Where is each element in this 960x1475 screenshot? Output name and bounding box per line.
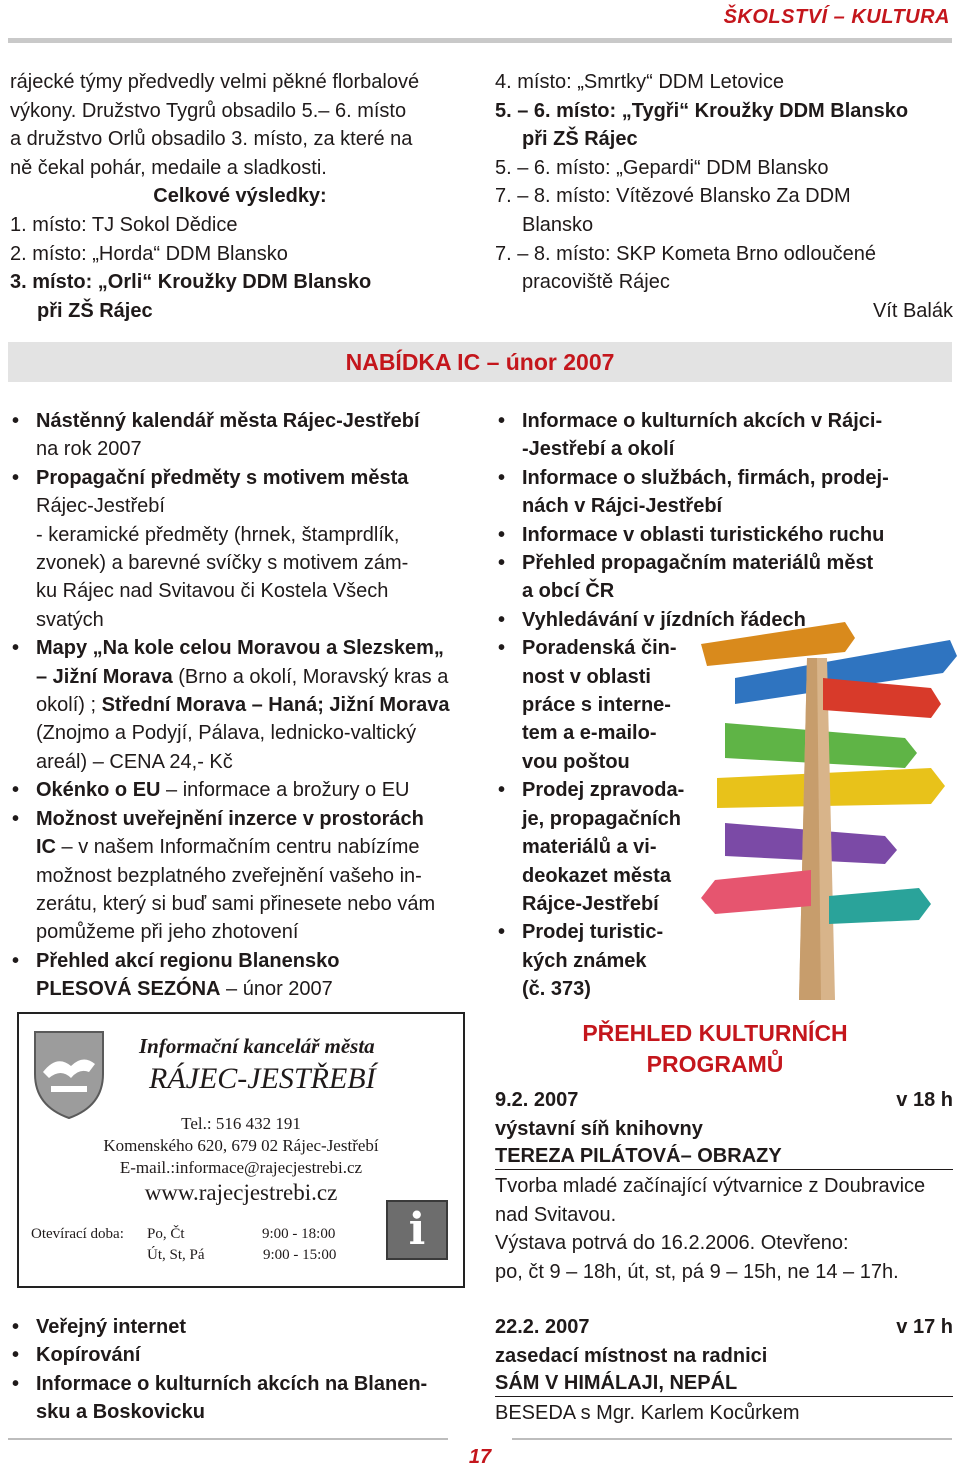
result-2: 2. místo: „Horda“ DDM Blansko bbox=[10, 242, 288, 265]
header-rule bbox=[8, 38, 952, 43]
article-line: a družstvo Orlů obsadilo 3. místo, za které na bbox=[10, 128, 413, 151]
event-desc: nad Svitavou. bbox=[495, 1203, 617, 1226]
signpost-illustration bbox=[695, 618, 960, 1000]
list-item: • Přehled propagačním materiálů měst a obcí ČR bbox=[498, 552, 874, 603]
section-label: ŠKOLSTVÍ – KULTURA bbox=[723, 6, 950, 28]
info-sign-icon: i bbox=[386, 1200, 448, 1260]
program-event-1 bbox=[495, 1086, 953, 1287]
list-item: • Propagační předměty s motivem města Rájec-Jestřebí - keramické předměty (hrnek, štamprdlík, zvonek) a barevné svíčky s motivem zám- ku Rájec nad Svitavou či Kostela Všech svatých bbox=[12, 466, 409, 631]
list-item: • Okénko o EU – informace a brožury o EU bbox=[12, 779, 410, 802]
florbal-article-right bbox=[495, 68, 953, 325]
result-7: 7. – 8. místo: Vítězové Blansko Za DDM bbox=[495, 185, 851, 208]
programs-title-line1: PŘEHLED KULTURNÍCH bbox=[582, 1020, 848, 1046]
list-item: • Mapy „Na kole celou Moravou a Slezskem„ – Jižní Morava (Brno a okolí, Moravský kras a okolí) ; Střední Morava – Haná; Jižní Morava (Znojmo a Podyjí, Pálava, lednicko-valtický areál) – CENA 24,- Kč bbox=[12, 637, 450, 773]
event-title: SÁM V HIMÁLAJI, NEPÁL bbox=[495, 1370, 953, 1397]
article-line: ně čekal pohár, medaile a sladkosti. bbox=[10, 156, 327, 179]
results-heading: Celkové výsledky: bbox=[153, 185, 327, 208]
result-7-cont: Blansko bbox=[522, 213, 594, 236]
office-website: www.rajecjestrebi.cz bbox=[144, 1180, 338, 1205]
florbal-article-left bbox=[10, 68, 470, 325]
services-list bbox=[8, 1313, 470, 1427]
office-address: Komenského 620, 679 02 Rájec-Jestřebí bbox=[103, 1136, 379, 1155]
footer-rule-left bbox=[8, 1438, 448, 1440]
result-3-cont: při ZŠ Rájec bbox=[37, 299, 153, 322]
hours-label: Otevírací doba: bbox=[31, 1226, 124, 1242]
list-item: • Poradenská čin- nost v oblasti práce s interne- tem a e-mailo- vou poštou bbox=[498, 637, 677, 773]
result-1: 1. místo: TJ Sokol Dědice bbox=[10, 213, 238, 236]
hours-days-1: Po, Čt bbox=[147, 1226, 185, 1242]
footer-rule-right bbox=[512, 1438, 952, 1440]
page-number: 17 bbox=[468, 1446, 492, 1468]
result-6: 5. – 6. místo: „Gepardi“ DDM Blansko bbox=[495, 156, 829, 179]
event-date: 22.2. 2007 bbox=[495, 1316, 590, 1338]
office-heading: Informační kancelář města bbox=[139, 1034, 375, 1058]
office-email: E-mail.:informace@rajecjestrebi.cz bbox=[119, 1158, 363, 1177]
event-desc: Tvorba mladé začínající výtvarnice z Doubravice bbox=[495, 1175, 926, 1198]
hours-days-2: Út, St, Pá bbox=[147, 1247, 205, 1263]
event-date: 9.2. 2007 bbox=[495, 1089, 579, 1111]
program-event-2 bbox=[495, 1313, 953, 1428]
list-item: • Nástěnný kalendář města Rájec-Jestřebí na rok 2007 bbox=[12, 410, 420, 461]
result-3: 3. místo: „Orli“ Kroužky DDM Blansko bbox=[10, 271, 372, 294]
event-time: v 17 h bbox=[896, 1316, 953, 1338]
event-title: TEREZA PILÁTOVÁ– OBRAZY bbox=[495, 1143, 953, 1170]
result-4: 4. místo: „Smrtky“ DDM Letovice bbox=[495, 71, 784, 93]
result-5: 5. – 6. místo: „Tygři“ Kroužky DDM Blansko bbox=[495, 99, 909, 122]
programs-title bbox=[480, 1018, 950, 1080]
result-8: 7. – 8. místo: SKP Kometa Brno odloučené bbox=[495, 242, 876, 265]
list-item: • Informace o kulturních akcích v Rájci- -Jestřebí a okolí bbox=[498, 410, 883, 461]
list-item: • Informace o kulturních akcích na Blanen- sku a Boskovicku bbox=[12, 1372, 428, 1424]
hours-time-2: 9:00 - 15:00 bbox=[263, 1247, 337, 1263]
list-item: • Informace v oblasti turistického ruchu bbox=[498, 523, 885, 546]
list-item: • Veřejný internet bbox=[12, 1316, 187, 1338]
result-8-cont: pracoviště Rájec bbox=[522, 271, 670, 294]
info-office-box bbox=[17, 1012, 465, 1288]
article-line: výkony. Družstvo Tygrů obsadilo 5.– 6. místo bbox=[10, 99, 407, 122]
offer-list-left bbox=[8, 407, 470, 1004]
list-item: • Přehled akcí regionu Blanensko PLESOVÁ SEZÓNA – únor 2007 bbox=[12, 949, 340, 1001]
event-desc: BESEDA s Mgr. Karlem Kocůrkem bbox=[495, 1402, 800, 1425]
article-line: rájecké týmy předvedly velmi pěkné florbalové bbox=[10, 71, 420, 93]
list-item: • Informace o službách, firmách, prodej- nách v Rájci-Jestřebí bbox=[498, 466, 889, 518]
list-item: • Prodej turistic- kých známek (č. 373) bbox=[498, 921, 664, 1001]
office-town: RÁJEC-JESTŘEBÍ bbox=[149, 1062, 376, 1095]
event-place: zasedací místnost na radnici bbox=[495, 1344, 768, 1367]
list-item: • Možnost uveřejnění inzerce v prostorách IC – v našem Informačním centru nabízíme možnost bezplatného zveřejnění vašeho in- zerátu, který si buď sami přinesete nebo vám pomůžeme při jeho zhotovení bbox=[12, 807, 436, 944]
event-time: v 18 h bbox=[896, 1089, 953, 1111]
offer-banner bbox=[8, 342, 952, 382]
event-desc: po, čt 9 – 18h, út, st, pá 9 – 15h, ne 14 – 17h. bbox=[495, 1260, 899, 1283]
hours-time-1: 9:00 - 18:00 bbox=[262, 1226, 336, 1242]
coat-of-arms-logo bbox=[31, 1028, 107, 1120]
result-5-cont: při ZŠ Rájec bbox=[522, 128, 638, 151]
event-place: výstavní síň knihovny bbox=[495, 1117, 703, 1140]
article-author: Vít Balák bbox=[872, 299, 953, 322]
event-desc: Výstava potrvá do 16.2.2006. Otevřeno: bbox=[495, 1232, 849, 1255]
programs-title-line2: PROGRAMŮ bbox=[646, 1051, 784, 1077]
list-item: • Vyhledávání v jízdních řádech bbox=[498, 608, 806, 631]
banner-title: NABÍDKA IC – únor 2007 bbox=[345, 349, 615, 375]
office-phone: Tel.: 516 432 191 bbox=[181, 1114, 301, 1133]
list-item: • Prodej zpravoda- je, propagačních materiálů a vi- deokazet města Rájce-Jestřebí bbox=[498, 779, 685, 915]
list-item: • Kopírování bbox=[12, 1344, 141, 1367]
